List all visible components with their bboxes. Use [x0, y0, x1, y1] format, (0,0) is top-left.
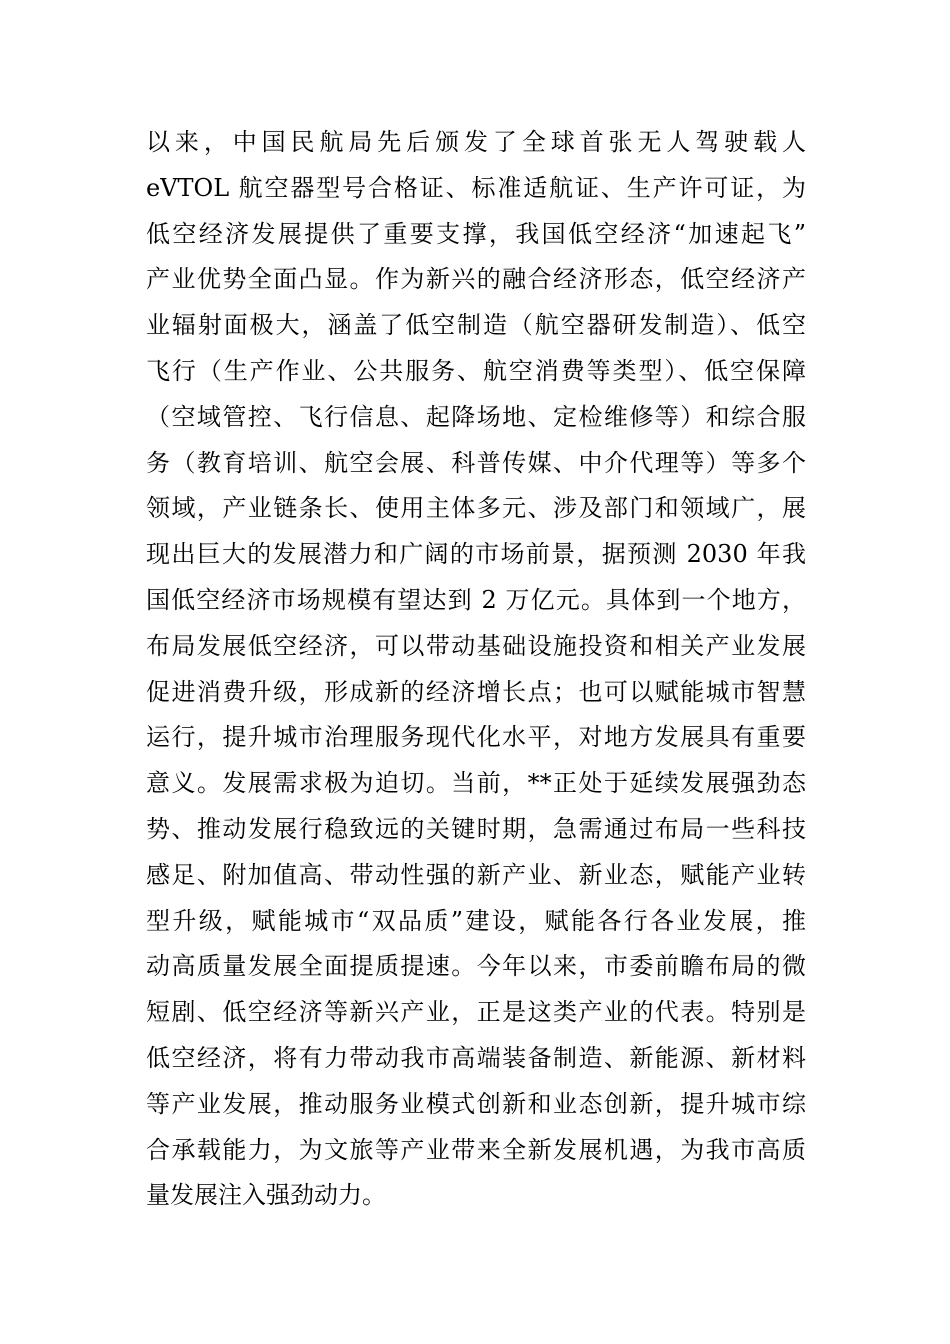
paragraph-line: 等产业发展，推动服务业模式创新和业态创新，提升城市综	[146, 1089, 806, 1118]
paragraph-line: 产业优势全面凸显。作为新兴的融合经济形态，低空经济产	[146, 265, 806, 294]
paragraph-line: 促进消费升级，形成新的经济增长点；也可以赋能城市智慧	[146, 677, 806, 706]
paragraph-line: 势、推动发展行稳致远的关键时期，急需通过布局一些科技	[146, 814, 806, 843]
paragraph-line: 飞行（生产作业、公共服务、航空消费等类型）、低空保障	[146, 356, 806, 385]
paragraph-line: 以来，中国民航局先后颁发了全球首张无人驾驶载人	[146, 128, 806, 156]
paragraph-line: eVTOL 航空器型号合格证、标准适航证、生产许可证，为	[146, 173, 806, 202]
paragraph-line: 意义。发展需求极为迫切。当前，**正处于延续发展强劲态	[146, 769, 806, 798]
paragraph-line: 务（教育培训、航空会展、科普传媒、中介代理等）等多个	[146, 448, 806, 477]
paragraph-line: （空域管控、飞行信息、起降场地、定检维修等）和综合服	[146, 402, 806, 431]
paragraph-line: 感足、附加值高、带动性强的新产业、新业态，赋能产业转	[146, 860, 806, 889]
body-paragraph	[146, 120, 806, 1219]
paragraph-line: 运行，提升城市治理服务现代化水平，对地方发展具有重要	[146, 723, 806, 752]
paragraph-line: 动高质量发展全面提质提速。今年以来，市委前瞻布局的微	[146, 952, 806, 981]
paragraph-line: 领域，产业链条长、使用主体多元、涉及部门和领域广，展	[146, 494, 806, 523]
paragraph-line: 现出巨大的发展潜力和广阔的市场前景，据预测 2030 年我	[146, 540, 806, 569]
paragraph-line: 业辐射面极大，涵盖了低空制造（航空器研发制造）、低空	[146, 311, 806, 340]
paragraph-line: 合承载能力，为文旅等产业带来全新发展机遇，为我市高质	[146, 1135, 806, 1164]
paragraph-line: 量发展注入强劲动力。	[146, 1181, 386, 1210]
paragraph-line: 低空经济，将有力带动我市高端装备制造、新能源、新材料	[146, 1043, 806, 1072]
paragraph-line: 低空经济发展提供了重要支撑，我国低空经济“加速起飞”	[146, 219, 806, 248]
paragraph-line: 型升级，赋能城市“双品质”建设，赋能各行各业发展，推	[146, 906, 806, 935]
paragraph-line: 布局发展低空经济，可以带动基础设施投资和相关产业发展	[146, 631, 806, 660]
paragraph-line: 国低空经济市场规模有望达到 2 万亿元。具体到一个地方，	[146, 585, 806, 614]
paragraph-line: 短剧、低空经济等新兴产业，正是这类产业的代表。特别是	[146, 998, 806, 1027]
